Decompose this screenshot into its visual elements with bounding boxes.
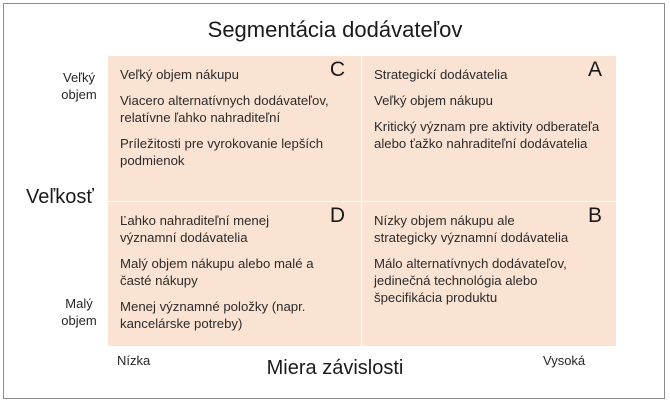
quadrant-b [362,202,616,346]
quadrant-d [108,202,362,346]
x-axis-right-label: Vysoká [543,353,586,368]
quadrant-a-line-2: Veľký objem nákupu [374,93,493,108]
quadrant-d-line-3: Menej významné položky (napr. kancelárske potreby) [120,299,306,331]
quadrant-a-line-1: Strategickí dodávatelia [374,67,508,82]
quadrant-c-line-1: Veľký objem nákupu [120,67,239,82]
quadrant-a-letter: A [587,58,602,81]
quadrant-d-line-1: Ľahko nahraditeľní menej významní dodávatelia [120,213,270,245]
quadrant-c-line-3: Príležitosti pre vyrokovanie lepších podmienok [120,136,324,168]
x-axis-label: Miera závislosti [266,357,404,379]
y-axis-top-label: Veľký objem [61,70,97,102]
quadrant-grid [108,56,616,346]
quadrant-c-line-2: Viacero alternatívnych dodávateľov, relatívne ľahko nahraditeľní [120,93,329,125]
quadrant-d-line-2: Malý objem nákupu alebo malé a časté nákupy [120,256,314,288]
quadrant-b-line-2: Málo alternatívnych dodávateľov, jedinečná technológia alebo špecifikácia produktu [374,256,567,305]
quadrant-c-letter: C [329,58,345,81]
x-axis-left-label: Nízka [117,353,151,368]
quadrant-b-line-1: Nízky objem nákupu ale strategicky významní dodávatelia [374,213,569,245]
quadrant-b-letter: B [587,204,602,227]
quadrant-d-letter: D [329,204,345,227]
quadrant-c [108,56,362,202]
quadrant-a-line-3: Kritický význam pre aktivity odberateľa alebo ťažko nahraditeľní dodávatelia [374,119,600,151]
diagram-title: Segmentácia dodávateľov [207,17,463,42]
y-axis-label: Veľkosť [26,186,94,208]
y-axis-bottom-label: Malý objem [61,296,97,328]
quadrant-a [362,56,616,202]
